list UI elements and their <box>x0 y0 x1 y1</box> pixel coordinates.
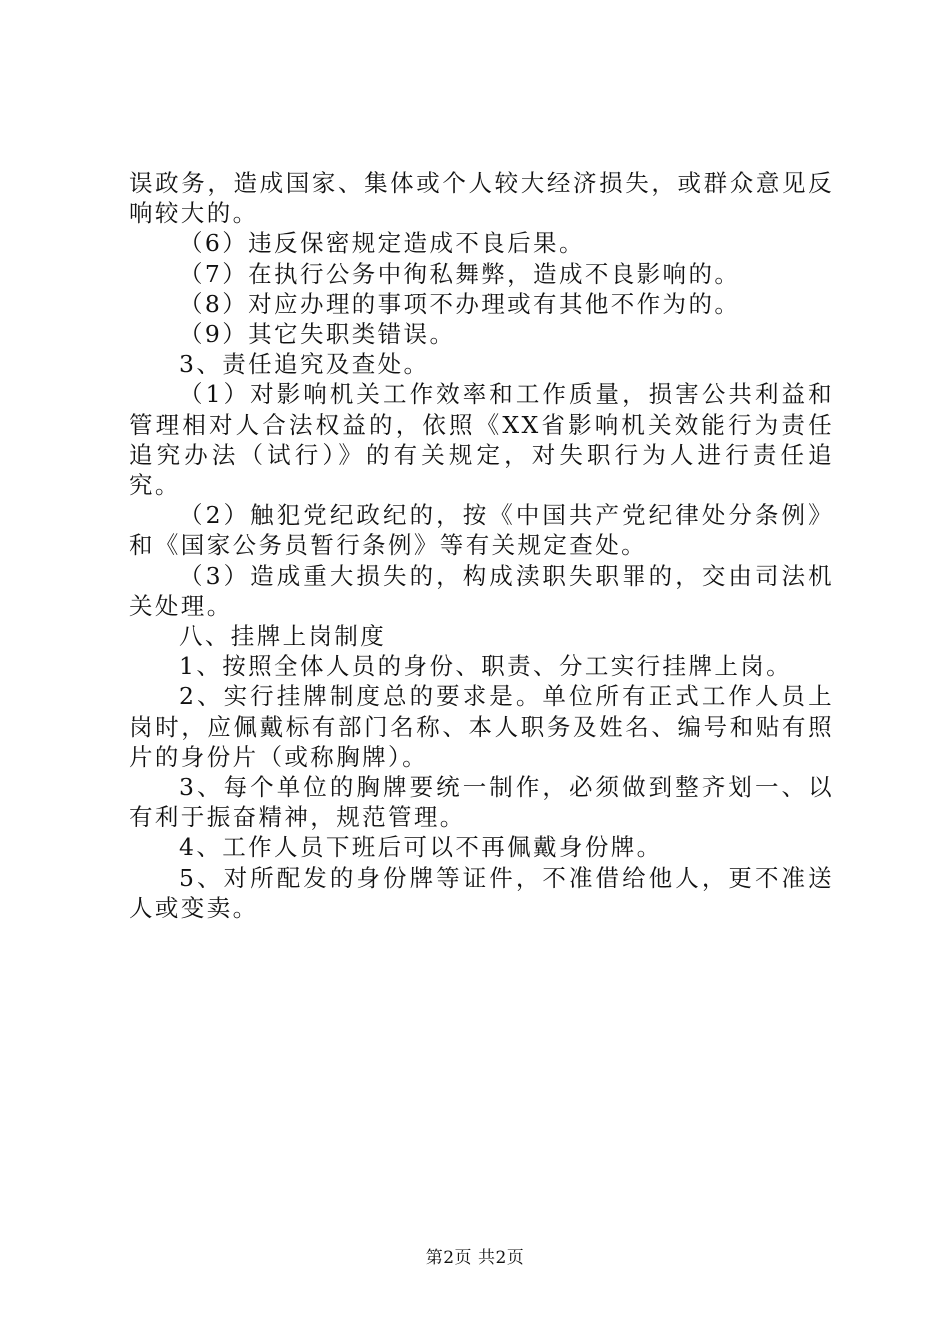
sub-item-3: （3）造成重大损失的，构成渎职失职罪的，交由司法机关处理。 <box>129 561 834 620</box>
sub-item-2: （2）触犯党纪政纪的，按《中国共产党纪律处分条例》和《国家公务员暂行条例》等有关规定查处。 <box>129 501 834 560</box>
list-item-6: （6）违反保密规定造成不良后果。 <box>179 229 585 258</box>
rule-item-2: 2、实行挂牌制度总的要求是。单位所有正式工作人员上岗时，应佩戴标有部门名称、本人职务及姓名、编号和贴有照片的身份片（或称胸牌）。 <box>129 682 834 771</box>
rule-item-5: 5、对所配发的身份牌等证件，不准借给他人，更不准送人或变卖。 <box>129 863 834 922</box>
paragraph-continuation: 误政务，造成国家、集体或个人较大经济损失，或群众意见反响较大的。 <box>129 169 834 228</box>
page-number-footer: 第2页 共2页 <box>425 1248 525 1268</box>
section-heading-3: 3、责任追究及查处。 <box>179 350 430 379</box>
rule-item-4: 4、工作人员下班后可以不再佩戴身份牌。 <box>179 833 663 862</box>
rule-item-3: 3、每个单位的胸牌要统一制作，必须做到整齐划一、以有利于振奋精神，规范管理。 <box>129 773 834 832</box>
sub-item-1: （1）对影响机关工作效率和工作质量，损害公共利益和管理相对人合法权益的，依照《XX省影响机关效能行为责任追究办法（试行）》的有关规定，对失职行为人进行责任追究。 <box>129 380 834 500</box>
rule-item-1: 1、按照全体人员的身份、职责、分工实行挂牌上岗。 <box>179 652 793 681</box>
list-item-7: （7）在执行公务中徇私舞弊，造成不良影响的。 <box>179 259 741 288</box>
list-item-8: （8）对应办理的事项不办理或有其他不作为的。 <box>179 289 741 318</box>
chapter-heading-8: 八、挂牌上岗制度 <box>179 622 387 651</box>
document-body <box>129 168 834 923</box>
list-item-9: （9）其它失职类错误。 <box>179 320 456 349</box>
